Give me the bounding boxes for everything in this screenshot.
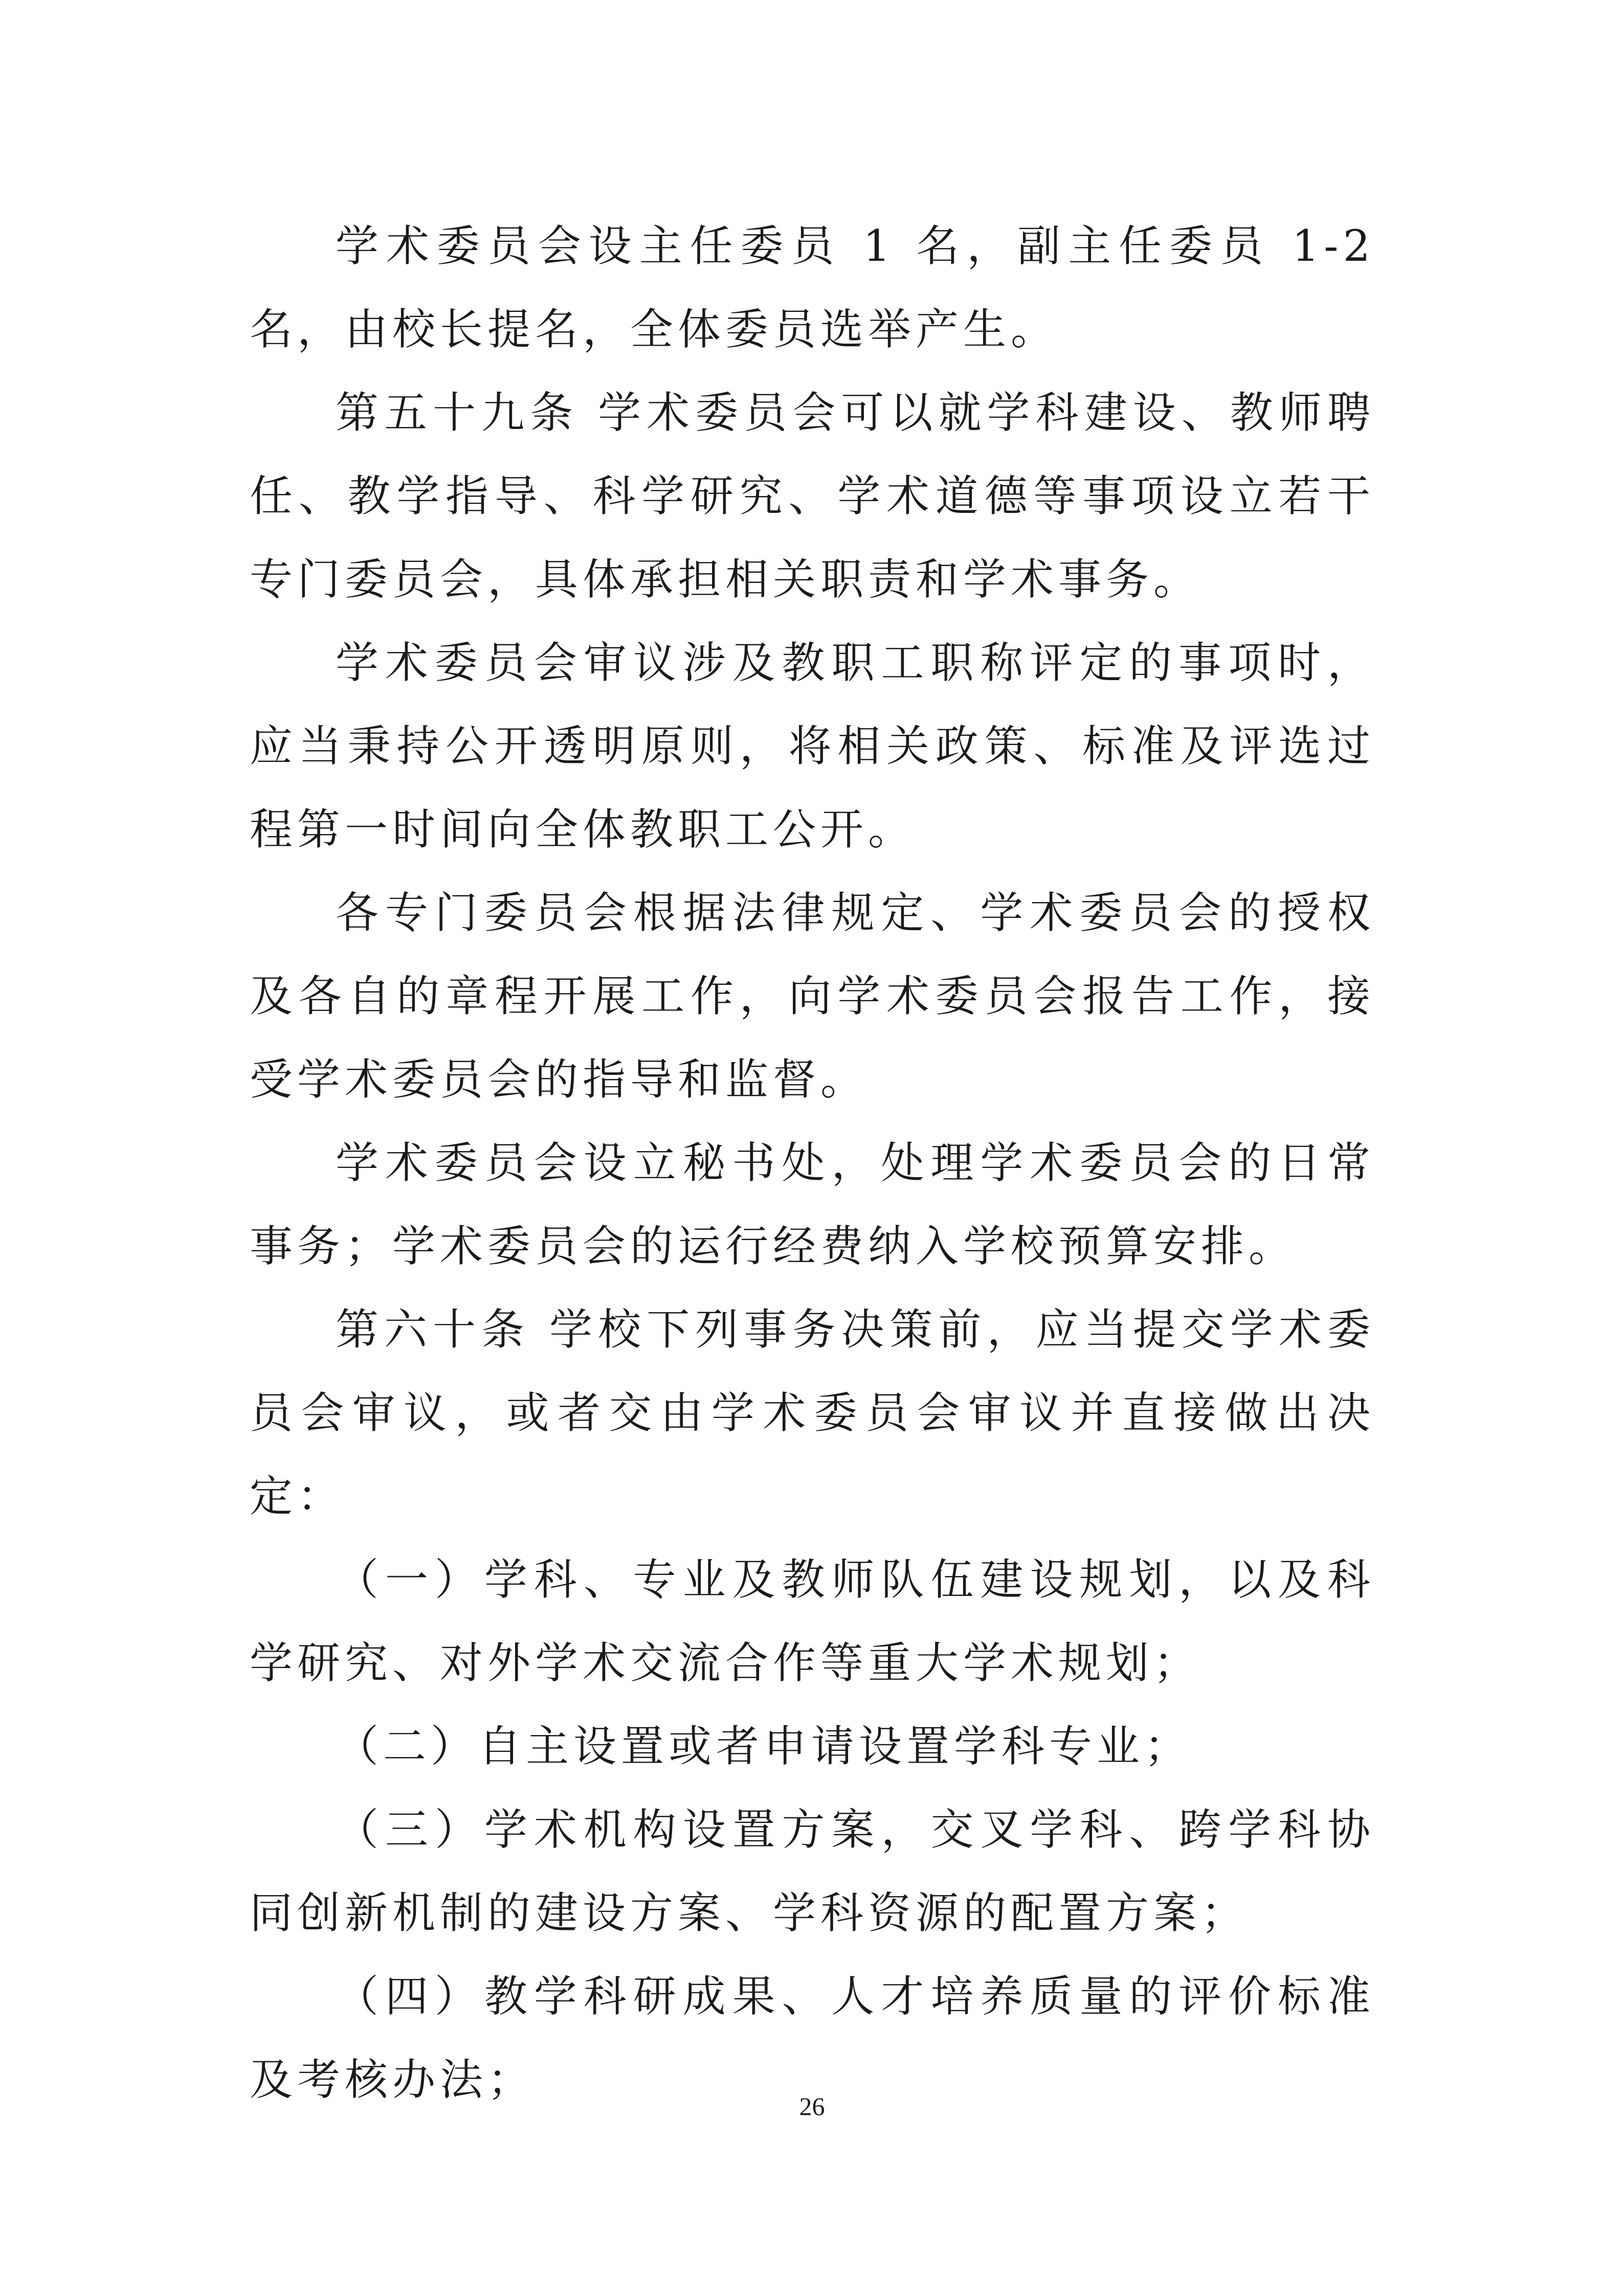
- paragraph: （一）学科、专业及教师队伍建设规划，以及科学研究、对外学术交流合作等重大学术规划；: [250, 1555, 1375, 1688]
- body-text: [250, 205, 1375, 2122]
- paragraph: 学术委员会审议涉及教职工职称评定的事项时，应当秉持公开透明原则，将相关政策、标准及评选过程第一时间向全体教职工公开。: [250, 638, 1375, 854]
- paragraph: 学术委员会设立秘书处，处理学术委员会的日常事务；学术委员会的运行经费纳入学校预算安排。: [250, 1138, 1375, 1271]
- paragraph: （二）自主设置或者申请设置学科专业；: [336, 1721, 1192, 1771]
- paragraph: （三）学术机构设置方案，交叉学科、跨学科协同创新机制的建设方案、学科资源的配置方案；: [250, 1805, 1375, 1938]
- paragraph: 第六十条 学校下列事务决策前，应当提交学术委员会审议，或者交由学术委员会审议并直接做出决定：: [250, 1304, 1375, 1521]
- paragraph: 第五十九条 学术委员会可以就学科建设、教师聘任、教学指导、科学研究、学术道德等事项设立若干专门委员会，具体承担相关职责和学术事务。: [250, 388, 1375, 604]
- paragraph: 各专门委员会根据法律规定、学术委员会的授权及各自的章程开展工作，向学术委员会报告工作，接受学术委员会的指导和监督。: [250, 888, 1375, 1105]
- page-number: 26: [799, 2092, 825, 2121]
- paragraph: 学术委员会设主任委员 1 名，副主任委员 1-2 名，由校长提名，全体委员选举产生。: [250, 221, 1375, 354]
- paragraph: （四）教学科研成果、人才培养质量的评价标准及考核办法；: [250, 1971, 1375, 2105]
